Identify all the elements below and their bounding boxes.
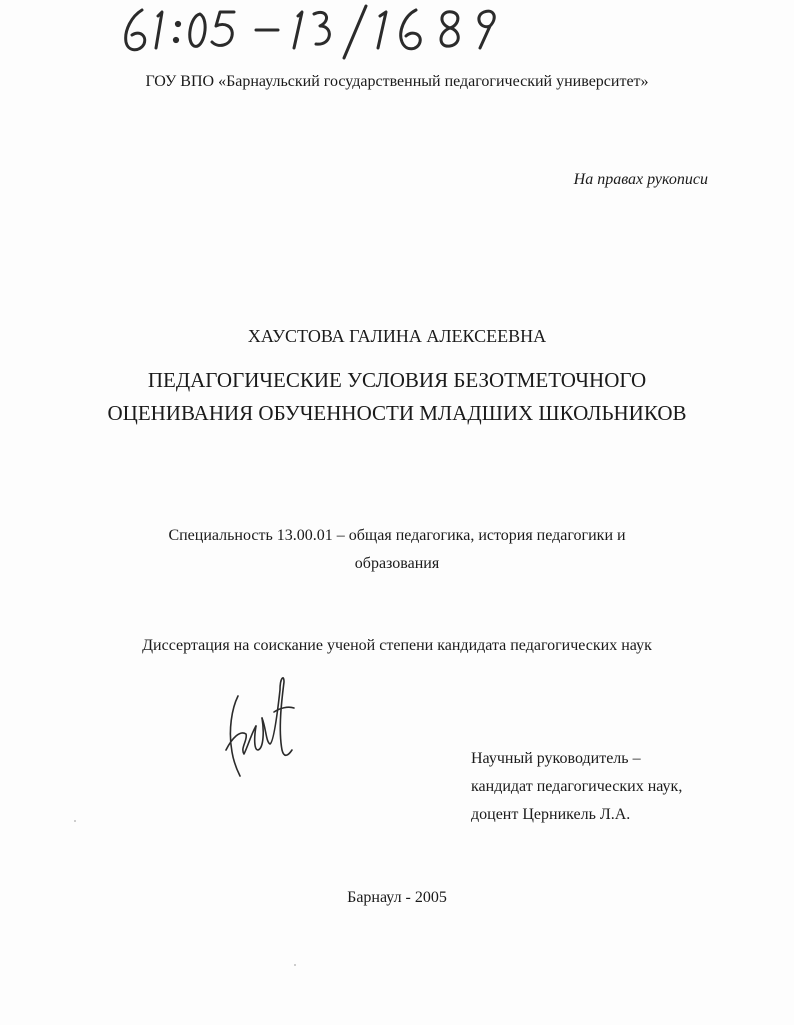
institution-name: ГОУ ВПО «Барнаульский государственный педагогический университет» xyxy=(145,73,649,90)
title-line-1: ПЕДАГОГИЧЕСКИЕ УСЛОВИЯ БЕЗОТМЕТОЧНОГО xyxy=(147,368,647,392)
scan-speck xyxy=(294,964,296,966)
supervisor-line-2: кандидат педагогических наук, xyxy=(471,778,683,795)
handwritten-archive-number xyxy=(118,2,518,62)
handwritten-signature xyxy=(218,668,308,788)
supervisor-line-1: Научный руководитель – xyxy=(471,750,641,767)
author-name: ХАУСТОВА ГАЛИНА АЛЕКСЕЕВНА xyxy=(247,326,547,346)
degree-statement: Диссертация на соискание ученой степени кандидата педагогических наук xyxy=(142,637,652,654)
scan-speck xyxy=(74,820,76,822)
supervisor-line-3: доцент Церникель Л.А. xyxy=(471,806,631,823)
specialty-line-2: образования xyxy=(354,555,440,572)
specialty-line-1: Специальность 13.00.01 – общая педагогика, история педагогики и xyxy=(168,527,626,544)
specialty xyxy=(0,522,794,578)
supervisor-block xyxy=(471,745,682,829)
title-line-2: ОЦЕНИВАНИЯ ОБУЧЕННОСТИ МЛАДШИХ ШКОЛЬНИКОВ xyxy=(107,401,687,425)
archive-number-drawing xyxy=(118,2,518,62)
dissertation-title xyxy=(0,364,794,430)
city-year: Барнаул - 2005 xyxy=(347,889,447,906)
rights-note: На правах рукописи xyxy=(573,171,708,188)
signature-drawing xyxy=(218,668,308,788)
